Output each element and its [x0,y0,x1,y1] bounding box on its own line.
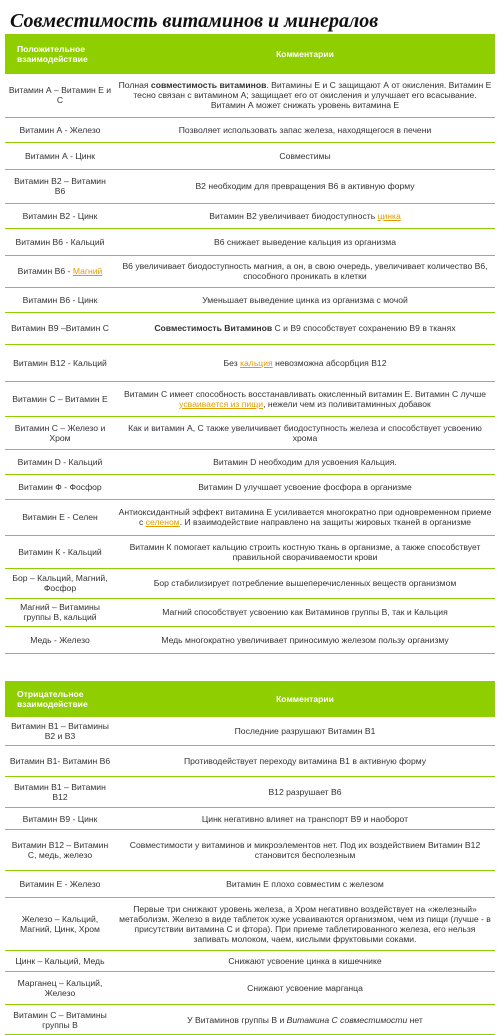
table-row [5,255,495,287]
text-fragment: В6 снижает выведение кальция из организма [214,237,396,247]
interaction-pair-cell: Витамин Е - Селен [5,499,115,535]
inline-link[interactable]: кальция [240,358,273,368]
comment-cell [115,169,495,203]
interaction-pair-cell: Витамин В12 – Витамин С, медь, железо [5,830,115,871]
comment-cell [115,568,495,598]
inline-link[interactable]: усваивается из пищи [179,399,263,409]
inline-link[interactable]: цинка [378,211,401,221]
table-row [5,169,495,203]
table-row [5,951,495,972]
text-fragment: Первые три снижают уровень железа, а Хром негативно воздействует на «железный» метаболизм. Железо в виде таблеток хуже усваиваются организмом, чем из пищи (лучше - в присутствии витамина С и фтора). При приеме таблетированного железа, его нельзя запивать молоком, чаем, кислыми фруктовыми соками. [119,904,491,944]
table-row [5,535,495,568]
text-fragment: , нежели чем из поливитаминных добавок [263,399,431,409]
interaction-pair-cell: Витамин В6 - Кальций [5,228,115,255]
interaction-pair-cell: Витамин Е - Железо [5,871,115,898]
text-fragment: Антиоксидантный эффект витамина Е усиливается многократно при одновременном приеме с [119,507,492,527]
text-fragment: В2 необходим для превращения В6 в активную форму [195,181,414,191]
table-gap [0,654,500,681]
text-fragment: Цинк негативно влияет на транспорт В9 и наоборот [202,814,408,824]
bold-text: Совместимость Витаминов [154,323,272,333]
comment-cell [115,117,495,142]
interaction-pair-cell: Витамин В1- Витамин В6 [5,746,115,777]
comment-cell [115,830,495,871]
text-fragment: Медь многократно увеличивает приносимую железом пользу организму [161,635,448,645]
interaction-pair-cell: Витамин А – Витамин Е и С [5,74,115,117]
table-row [5,499,495,535]
text-fragment: Совместимы [279,151,330,161]
bold-text: совместимость витаминов [151,80,266,90]
comment-cell [115,287,495,312]
comment-cell [115,871,495,898]
interaction-pair-cell: Витамин С – Витамины группы В [5,1005,115,1035]
table-row [5,142,495,169]
positive-interactions-table [5,34,495,654]
comment-cell [115,898,495,951]
table-row [5,203,495,228]
comment-cell [115,344,495,381]
interaction-pair-cell: Марганец – Кальций, Железо [5,972,115,1005]
negative-table-body [5,717,495,1035]
table-row [5,568,495,598]
interaction-pair-cell: Витамин А - Цинк [5,142,115,169]
comment-cell [115,255,495,287]
text-fragment: Витамин К помогает кальцию строить костную ткань в организме, а также способствует правильной сворачиваемости крови [130,542,481,562]
comment-cell [115,449,495,474]
table-row [5,777,495,808]
text-fragment: Без [224,358,241,368]
interaction-pair-cell: Витамин Ф - Фосфор [5,474,115,499]
table-row [5,312,495,344]
positive-table-body [5,74,495,653]
text-fragment: Витамин D улучшает усвоение фосфора в организме [198,482,412,492]
text-fragment: Совместимости у витаминов и микроэлементов нет. Под их воздействием Витамин В12 становится бесполезным [130,840,480,860]
table-row [5,117,495,142]
table-row [5,344,495,381]
negative-header-col1: Отрицательное взаимодействие [5,681,115,717]
text-fragment: Витамин Е плохо совместим с железом [226,879,384,889]
interaction-pair-cell: Бор – Кальций, Магний, Фосфор [5,568,115,598]
text-fragment: Витамин В2 увеличивает биодоступность [209,211,377,221]
text-fragment: У Витаминов группы В и [187,1015,286,1025]
comment-cell [115,312,495,344]
comment-cell [115,499,495,535]
table-row [5,416,495,449]
interaction-pair-cell: Витамин В9 - Цинк [5,808,115,830]
text-fragment: Витамин D необходим для усвоения Кальция. [213,457,397,467]
interaction-pair-cell: Витамин В1 – Витамины В2 и В3 [5,717,115,746]
table-row [5,228,495,255]
positive-header-col1: Положительное взаимодействие [5,34,115,74]
interaction-pair-cell: Витамин В6 - Цинк [5,287,115,312]
table-row [5,871,495,898]
comment-cell [115,777,495,808]
comment-cell [115,951,495,972]
comment-cell [115,1005,495,1035]
text-fragment: Последние разрушают Витамин В1 [235,726,376,736]
text-fragment: Магний способствует усвоению как Витаминов группы В, так и Кальция [162,607,447,617]
table-row [5,746,495,777]
table-row [5,1005,495,1035]
text-fragment: Уменьшает выведение цинка из организма с мочой [202,295,408,305]
interaction-pair-cell: Витамин К - Кальций [5,535,115,568]
comment-cell [115,808,495,830]
interaction-pair-cell: Витамин D - Кальций [5,449,115,474]
page-title: Совместимость витаминов и минералов [0,0,500,34]
interaction-pair-cell: Витамин В12 - Кальций [5,344,115,381]
table-row [5,717,495,746]
text-fragment: Витамин С имеет способность восстанавливать окисленный витамин Е. Витамин С лучше [124,389,486,399]
interaction-pair-cell: Витамин В1 – Витамин В12 [5,777,115,808]
table-row [5,74,495,117]
positive-header-col2: Комментарии [115,34,495,74]
inline-link[interactable]: Магний [73,266,103,276]
interaction-pair-cell [5,255,115,287]
comment-cell [115,381,495,416]
comment-cell [115,972,495,1005]
text-fragment: С и В9 способствует сохранению В9 в тканях [272,323,455,333]
text-fragment: Полная [119,80,151,90]
interaction-pair-cell: Цинк – Кальций, Медь [5,951,115,972]
negative-interactions-table [5,681,495,1035]
interaction-pair-cell: Железо – Кальций, Магний, Цинк, Хром [5,898,115,951]
table-row [5,898,495,951]
table-row [5,449,495,474]
comment-cell [115,474,495,499]
comment-cell [115,142,495,169]
comment-cell [115,74,495,117]
comment-cell [115,626,495,653]
text-fragment: . Витамины Е и С защищают А от окисления. Витамин Е тесно связан с витамином А; защищает его от окисления и улучшает его всасывание. Витамин А может снижать уровень витамина Е [133,80,491,110]
negative-header-col2: Комментарии [115,681,495,717]
comment-cell [115,228,495,255]
table-row [5,287,495,312]
table-row [5,598,495,626]
interaction-pair-cell: Витамин В2 - Цинк [5,203,115,228]
table-row [5,808,495,830]
comment-cell [115,203,495,228]
text-fragment: Позволяет использовать запас железа, находящегося в печени [179,125,432,135]
comment-cell [115,746,495,777]
text-fragment: Снижают усвоение цинка в кишечнике [228,956,381,966]
text-fragment: . И взаимодействие направлено на защиты жировых тканей в организме [180,517,471,527]
comment-cell [115,416,495,449]
interaction-pair-cell: Магний – Витамины группы В, кальций [5,598,115,626]
table-row [5,626,495,653]
text-fragment: Витамин В6 - [18,266,73,276]
text-fragment: В6 увеличивает биодоступность магния, а он, в свою очередь, увеличивает количество В6, способного проникать в клетки [122,261,487,281]
interaction-pair-cell: Витамин С – Железо и Хром [5,416,115,449]
text-fragment: Снижают усвоение марганца [247,983,363,993]
inline-link[interactable]: селеном [146,517,180,527]
text-fragment: В12 разрушает В6 [268,787,341,797]
interaction-pair-cell: Медь - Железо [5,626,115,653]
table-row [5,474,495,499]
table-row [5,972,495,1005]
comment-cell [115,717,495,746]
italic-text: Витамина С совместимости [287,1015,408,1025]
interaction-pair-cell: Витамин С – Витамин Е [5,381,115,416]
text-fragment: нет [407,1015,423,1025]
interaction-pair-cell: Витамин В2 – Витамин В6 [5,169,115,203]
text-fragment: невозможна абсорбция В12 [273,358,387,368]
text-fragment: Как и витамин А, С также увеличивает биодоступность железа и способствует усвоению хрома [128,423,482,443]
table-row [5,830,495,871]
text-fragment: Бор стабилизирует потребление вышеперечисленных веществ организмом [154,578,457,588]
comment-cell [115,598,495,626]
comment-cell [115,535,495,568]
table-row [5,381,495,416]
interaction-pair-cell: Витамин А - Железо [5,117,115,142]
interaction-pair-cell: Витамин В9 –Витамин С [5,312,115,344]
text-fragment: Противодействует переходу витамина В1 в активную форму [184,756,426,766]
